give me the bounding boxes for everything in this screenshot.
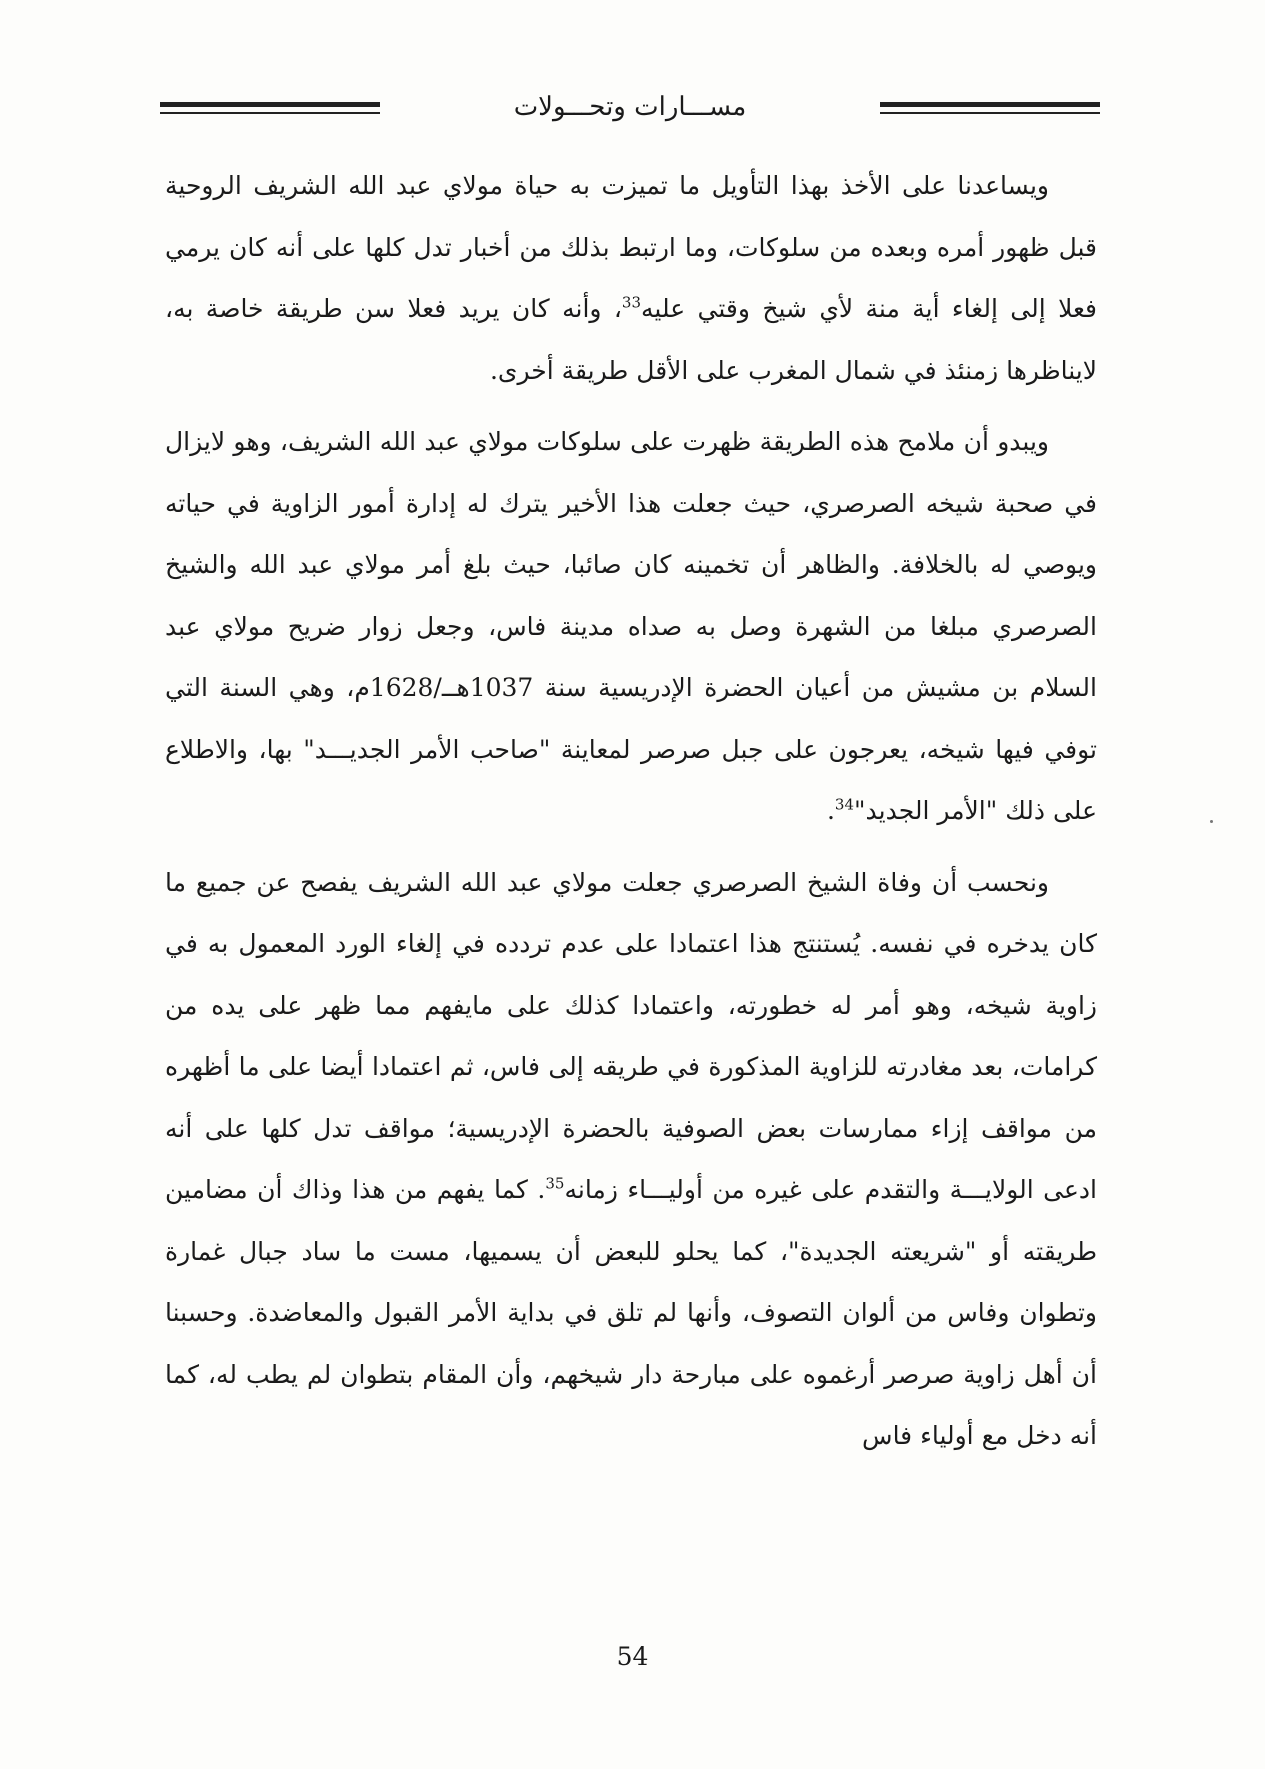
page-header xyxy=(160,92,1100,128)
header-rule-right xyxy=(880,102,1100,114)
running-title: مســـارات وتحـــولات xyxy=(513,92,747,122)
footnote-ref-33: 33 xyxy=(621,293,642,312)
paragraph-text: ويبدو أن ملامح هذه الطريقة ظهرت على سلوكات مولاي عبد الله الشريف، وهو لايزال في صحبة شيخه الصرصري، حيث جعلت هذا الأخير يترك له إدارة أمور الزاوية في حياته ويوصي له بالخلافة. والظاهر أن تخمينه كان صائبا، حيث بلغ أمر مولاي عبد الله والشيخ الصرصري مبلغا من الشهرة وصل به صداه مدينة فاس، وجعل زوار ضريح مولاي عبد السلام بن مشيش من أعيان الحضرة الإدريسية سنة 1037هــ/1628م، وهي السنة التي توفي فيها شيخه، يعرجون على جبل صرصر لمعاينة "صاحب الأمر الجديـــد" بها، والاطلاع على ذلك "الأمر الجديد" xyxy=(165,427,1097,825)
paragraph-text: ويساعدنا على الأخذ بهذا التأويل ما تميزت به حياة مولاي عبد الله الشريف الروحية قبل ظهور أمره وبعده من سلوكات، وما ارتبط بذلك من أخبار تدل كلها على أنه كان يرمي فعلا إلى إلغاء أية منة لأي شيخ وقتي عليه xyxy=(165,171,1097,323)
page-number: 54 xyxy=(616,1642,649,1671)
body-text xyxy=(165,155,1097,1477)
paragraph-3 xyxy=(165,852,1097,1467)
footnote-ref-34: 34 xyxy=(834,795,855,814)
paragraph-1 xyxy=(165,155,1097,401)
scan-speck xyxy=(1210,820,1213,823)
footnote-ref-35: 35 xyxy=(545,1174,565,1193)
paragraph-text-continued: . كما يفهم من هذا وذاك أن مضامين طريقته أو "شريعته الجديدة"، كما يحلو للبعض أن يسميها، مست ما ساد جبال غمارة وتطوان وفاس من ألوان التصوف، وأنها لم تلق في بداية الأمر القبول والمعاضدة. وحسبنا أن أهل زاوية صرصر أرغموه على مبارحة دار شيخهم، وأن المقام بتطوان لم يطب له، كما أنه دخل مع أولياء فاس xyxy=(165,1175,1097,1450)
paragraph-2 xyxy=(165,411,1097,842)
paragraph-text-continued: ، وأنه كان يريد فعلا سن طريقة خاصة به، لايناظرها زمنئذ في شمال المغرب على الأقل طريقة أخرى. xyxy=(165,294,1097,385)
paragraph-text: ونحسب أن وفاة الشيخ الصرصري جعلت مولاي عبد الله الشريف يفصح عن جميع ما كان يدخره في نفسه. يُستنتج هذا اعتمادا على عدم تردده في إلغاء الورد المعمول به في زاوية شيخه، وهو أمر له خطورته، واعتمادا كذلك على مايفهم مما ظهر على يده من كرامات، بعد مغادرته للزاوية المذكورة في طريقه إلى فاس، ثم اعتمادا أيضا على ما أظهره من مواقف إزاء ممارسات بعض الصوفية بالحضرة الإدريسية؛ مواقف تدل كلها على أنه ادعى الولايـــة والتقدم على غيره من أوليـــاء زمانه xyxy=(165,867,1097,1204)
paragraph-text-continued: . xyxy=(826,796,835,825)
